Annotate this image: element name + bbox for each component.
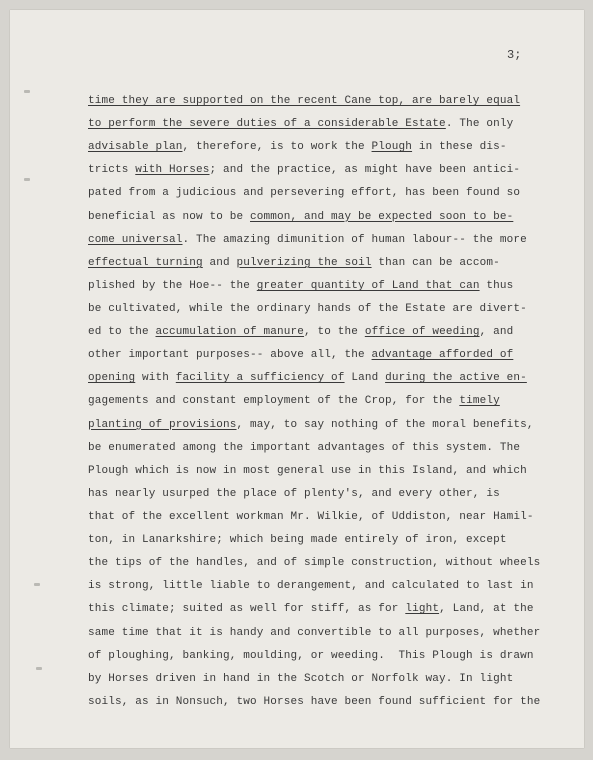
text-line <box>88 622 558 645</box>
text-line <box>88 529 558 552</box>
text-segment: , and <box>479 326 514 339</box>
text-segment: ton, in Lanarkshire; which being made entirely of iron, except <box>88 534 507 547</box>
underlined-phrase: to perform the severe duties of a considerable Estate <box>88 118 446 131</box>
text-segment: be cultivated, while the ordinary hands of the Estate are divert- <box>88 302 527 315</box>
text-line <box>88 506 558 529</box>
text-line <box>88 113 558 136</box>
text-line <box>88 483 558 506</box>
text-segment: other important purposes-- above all, the <box>88 349 372 362</box>
underlined-phrase: Plough <box>371 141 413 154</box>
text-segment: of ploughing, banking, moulding, or weeding. This Plough is drawn <box>88 649 534 662</box>
underlined-phrase: common, and may be expected soon to be- <box>250 210 514 223</box>
text-segment: ed to the <box>88 326 156 339</box>
text-segment: thus <box>479 279 514 292</box>
text-segment: and <box>202 256 237 269</box>
text-line <box>88 344 558 367</box>
underlined-phrase: accumulation of manure <box>155 326 305 339</box>
underlined-phrase: during the active en- <box>385 372 527 385</box>
underlined-phrase: timely <box>459 395 500 408</box>
text-segment: gagements and constant employment of the Crop, for the <box>88 395 460 408</box>
text-line <box>88 275 558 298</box>
text-line <box>88 229 558 252</box>
text-segment: same time that it is handy and convertible to all purposes, whether <box>88 626 541 639</box>
underlined-phrase: greater quantity of Land that can <box>256 279 480 292</box>
text-segment: plished by the Hoe-- the <box>88 279 257 292</box>
text-line <box>88 414 558 437</box>
text-line <box>88 136 558 159</box>
text-segment: Land <box>344 372 386 385</box>
underlined-phrase: with Horses <box>135 164 210 177</box>
text-line <box>88 437 558 460</box>
text-line <box>88 321 558 344</box>
underlined-phrase: advisable plan <box>88 141 183 154</box>
text-segment: be enumerated among the important advantages of this system. The <box>88 441 521 454</box>
text-segment: , therefore, is to work the <box>182 141 372 154</box>
text-line <box>88 598 558 621</box>
text-line <box>88 298 558 321</box>
text-segment: is strong, little liable to derangement, and calculated to last in <box>88 580 534 593</box>
text-line <box>88 90 558 113</box>
underlined-phrase: time they are supported on the recent Cane top, are barely equal <box>88 95 521 107</box>
text-segment: , may, to say nothing of the moral benefits, <box>236 418 534 431</box>
margin-mark <box>24 178 30 181</box>
text-line <box>88 367 558 390</box>
text-segment: in these dis- <box>412 141 507 154</box>
underlined-phrase: effectual turning <box>88 256 203 269</box>
text-segment: with <box>135 372 176 385</box>
text-segment: this climate; suited as well for stiff, as for <box>88 603 406 616</box>
underlined-phrase: light <box>405 603 440 616</box>
text-line <box>88 252 558 275</box>
document-page <box>10 10 584 748</box>
text-line <box>88 159 558 182</box>
text-line <box>88 645 558 668</box>
text-line <box>88 460 558 483</box>
text-line <box>88 668 558 691</box>
text-segment: . The amazing dimunition of human labour-- the more <box>182 233 527 246</box>
text-segment: . The only <box>445 118 514 131</box>
underlined-phrase: planting of provisions <box>88 418 237 431</box>
margin-mark <box>24 90 30 93</box>
text-segment: Plough which is now in most general use in this Island, and which <box>88 464 527 477</box>
text-segment: tricts <box>88 164 136 177</box>
text-segment: pated from a judicious and persevering effort, has been found so <box>88 187 521 200</box>
text-segment: soils, as in Nonsuch, two Horses have been found sufficient for the <box>88 695 541 708</box>
underlined-phrase: pulverizing the soil <box>236 256 372 269</box>
text-segment: beneficial as now to be <box>88 210 251 223</box>
text-segment: ; and the practice, as might have been antici- <box>209 164 521 177</box>
text-segment: the tips of the handles, and of simple construction, without wheels <box>88 557 541 570</box>
margin-mark <box>34 583 40 586</box>
page-number: 3; <box>507 48 522 62</box>
text-segment: , to the <box>304 326 365 339</box>
text-line <box>88 390 558 413</box>
underlined-phrase: advantage afforded of <box>371 349 514 362</box>
text-line <box>88 575 558 598</box>
body-text <box>88 90 558 714</box>
underlined-phrase: office of weeding <box>364 326 480 339</box>
text-line <box>88 182 558 205</box>
margin-mark <box>36 667 42 670</box>
text-segment: , Land, at the <box>439 603 534 616</box>
text-line <box>88 691 558 714</box>
text-segment: by Horses driven in hand in the Scotch or Norfolk way. In light <box>88 672 514 685</box>
text-line <box>88 552 558 575</box>
text-segment: than can be accom- <box>371 256 500 269</box>
underlined-phrase: facility a sufficiency of <box>175 372 345 385</box>
text-line <box>88 206 558 229</box>
text-segment: has nearly usurped the place of plenty's, and every other, is <box>88 487 500 500</box>
text-segment: that of the excellent workman Mr. Wilkie, of Uddiston, near Hamil- <box>88 510 534 523</box>
underlined-phrase: opening <box>88 372 136 385</box>
underlined-phrase: come universal <box>88 233 183 246</box>
